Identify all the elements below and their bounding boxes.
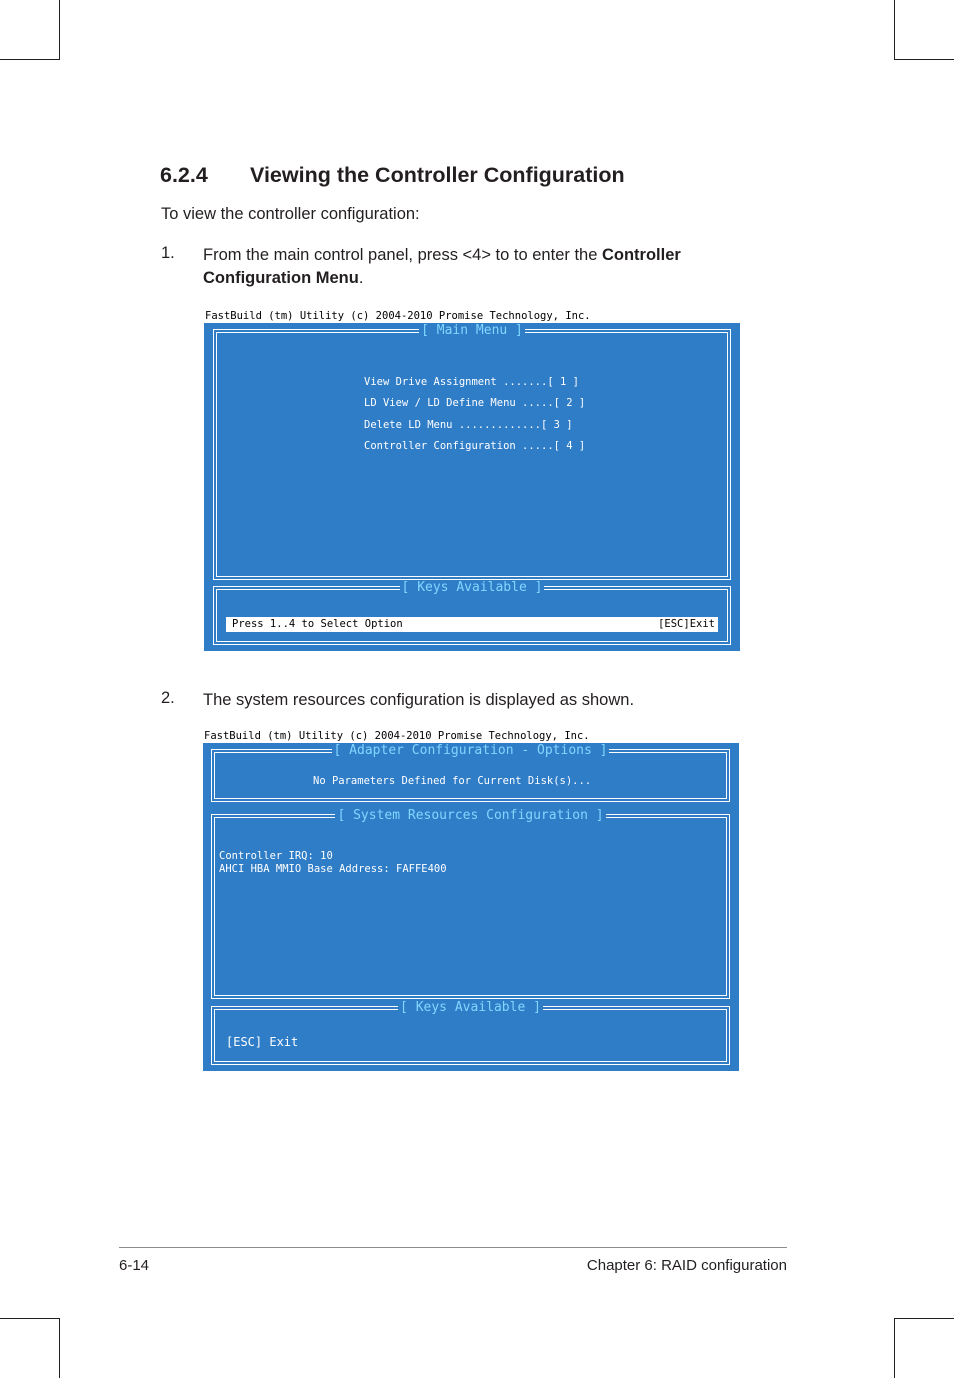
keys-panel — [213, 580, 731, 645]
step-number: 1. — [161, 244, 175, 262]
step-2-text: The system resources configuration is displayed as shown. — [203, 691, 635, 709]
crop-mark — [894, 59, 954, 60]
utility-titlebar: FastBuild (tm) Utility (c) 2004-2010 Promise Technology, Inc. — [204, 309, 740, 323]
main-menu-title: [ Main Menu ] — [421, 323, 523, 338]
esc-exit-key[interactable]: [ESC]Exit — [658, 618, 715, 630]
keys-hint: Press 1..4 to Select Option — [232, 618, 403, 630]
step-1-text-a: From the main control panel, press <4> to to enter the — [203, 246, 602, 264]
section-heading — [160, 163, 625, 188]
adapter-config-message: No Parameters Defined for Current Disk(s)... — [313, 775, 592, 787]
keys-bar — [226, 617, 718, 632]
bios-screen-system-resources — [203, 729, 739, 1071]
esc-exit-key[interactable]: [ESC] Exit — [226, 1035, 299, 1049]
system-resources-panel — [211, 808, 730, 999]
menu-item-controller-config[interactable]: Controller Configuration .....[ 4 ] — [364, 440, 586, 452]
system-resources-title: [ System Resources Configuration ] — [337, 808, 604, 823]
crop-mark — [59, 0, 60, 60]
crop-mark — [0, 59, 60, 60]
crop-mark — [59, 1318, 60, 1378]
menu-item-delete-ld[interactable]: Delete LD Menu .............[ 3 ] — [364, 419, 573, 431]
crop-mark — [894, 1318, 954, 1319]
keys-title: [ Keys Available ] — [400, 1000, 541, 1015]
crop-mark — [894, 1318, 895, 1378]
utility-titlebar: FastBuild (tm) Utility (c) 2004-2010 Promise Technology, Inc. — [203, 729, 739, 743]
section-number: 6.2.4 — [160, 163, 208, 187]
adapter-config-title: [ Adapter Configuration - Options ] — [333, 743, 608, 758]
intro-text: To view the controller configuration: — [161, 205, 420, 223]
page-number: 6-14 — [119, 1257, 150, 1274]
menu-item-view-drive[interactable]: View Drive Assignment .......[ 1 ] — [364, 376, 579, 388]
step-1-text-b: . — [358, 269, 364, 287]
step-1-bold-a: Controller — [601, 246, 681, 264]
footer-rule — [119, 1247, 787, 1248]
chapter-title: Chapter 6: RAID configuration — [586, 1257, 787, 1274]
step-1-text — [203, 244, 681, 290]
menu-item-ld-view[interactable]: LD View / LD Define Menu .....[ 2 ] — [364, 397, 586, 409]
crop-mark — [894, 0, 895, 60]
main-menu-panel — [213, 323, 731, 580]
controller-irq: Controller IRQ: 10 — [219, 850, 333, 862]
adapter-config-panel — [211, 743, 730, 802]
keys-title: [ Keys Available ] — [401, 580, 543, 595]
section-title: Viewing the Controller Configuration — [250, 163, 625, 187]
keys-panel — [211, 1000, 730, 1065]
step-1-bold-b: Configuration Menu — [203, 269, 359, 287]
mmio-base-address: AHCI HBA MMIO Base Address: FAFFE400 — [219, 863, 447, 875]
bios-screen-main-menu — [204, 309, 740, 651]
step-number: 2. — [161, 689, 175, 707]
crop-mark — [0, 1318, 60, 1319]
